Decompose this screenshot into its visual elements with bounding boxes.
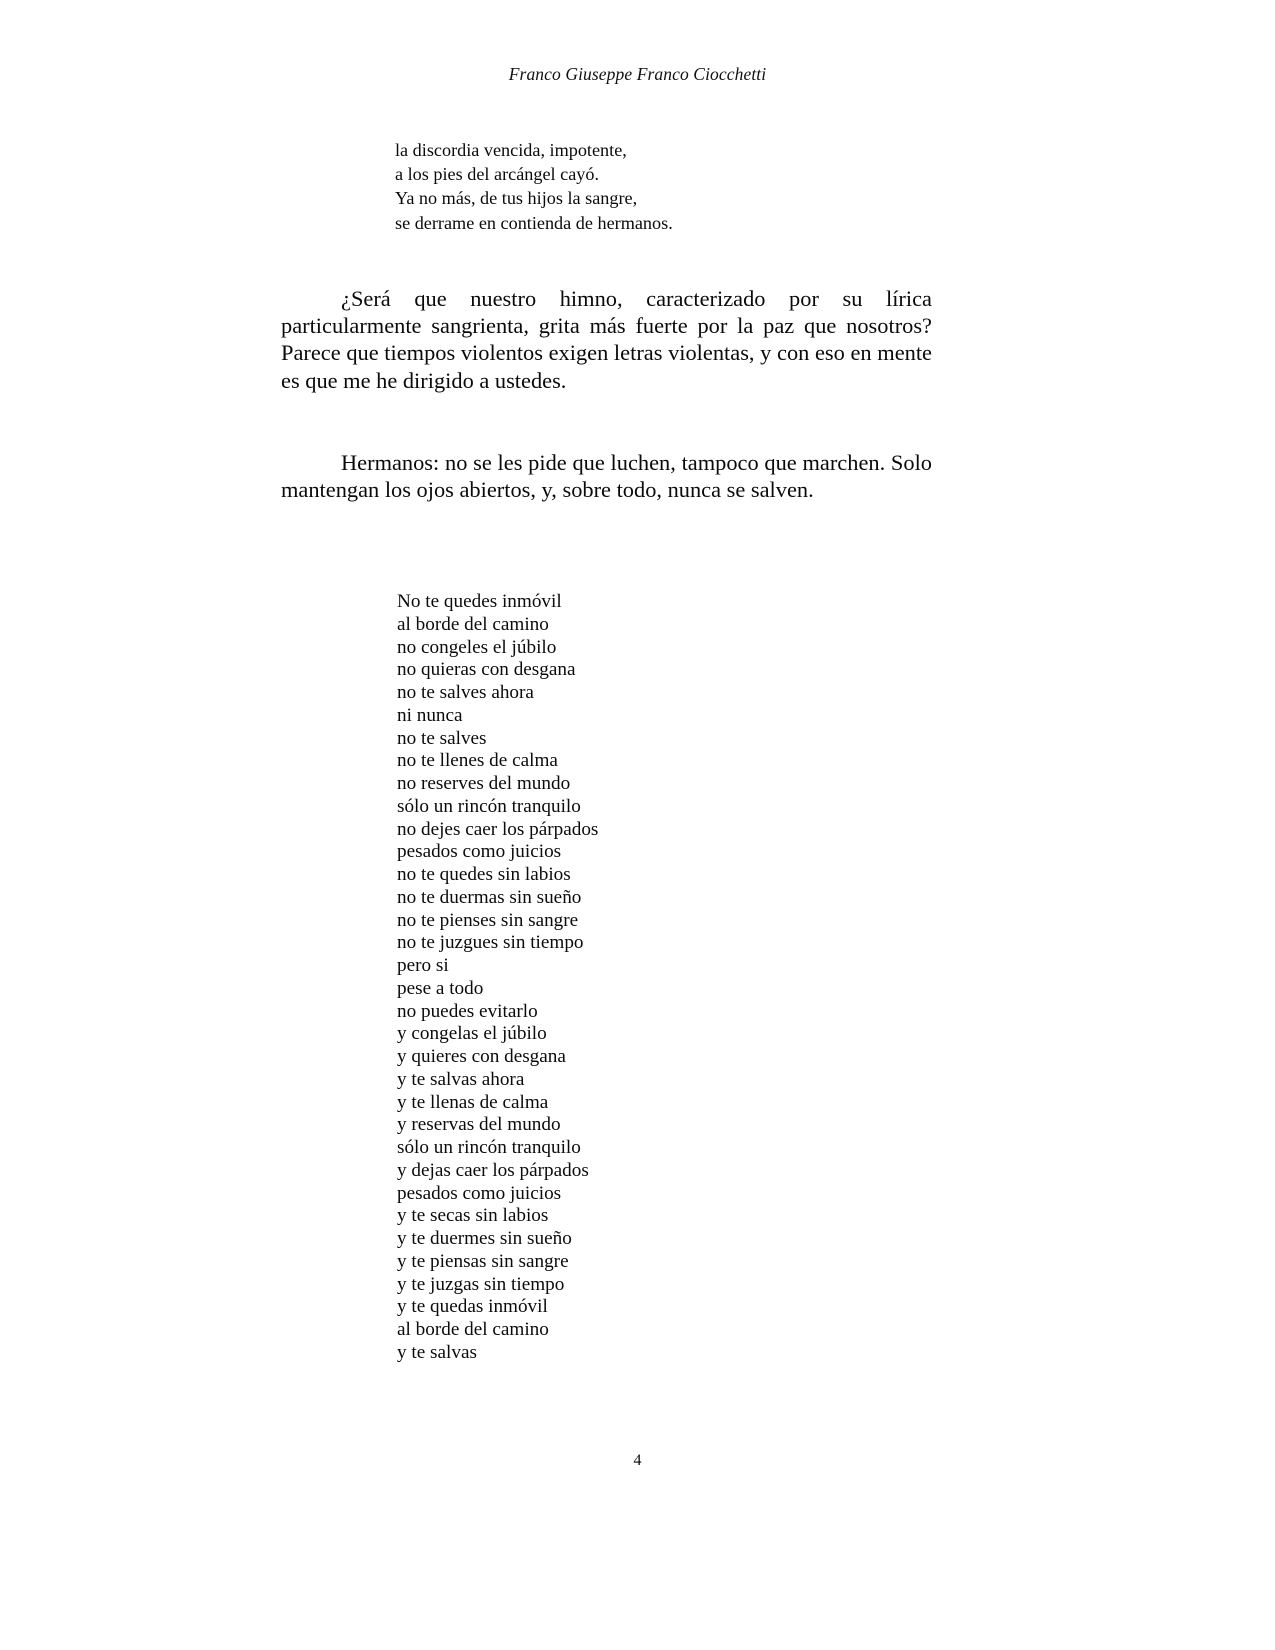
poem-line: y te llenas de calma xyxy=(397,1091,549,1113)
poem-line: no te salves ahora xyxy=(397,682,534,703)
poem-line: al borde del camino xyxy=(397,613,549,635)
poem-line: pero si xyxy=(397,955,449,976)
poem-line: no congeles el júbilo xyxy=(397,636,557,658)
poem-line: no te salves xyxy=(397,727,487,749)
poem-line: no quieras con desgana xyxy=(397,659,576,681)
body-paragraph-2: Hermanos: no se les pide que luchen, tampoco que marchen. Solo mantengan los ojos abiertos, y, sobre todo, nunca se salven. xyxy=(281,450,932,503)
poem-line: no puedes evitarlo xyxy=(397,1000,538,1022)
verse-line: a los pies del arcángel cayó. xyxy=(395,164,600,185)
poem-line: y reservas del mundo xyxy=(397,1114,561,1136)
poem-line: no te duermas sin sueño xyxy=(397,886,582,908)
poem-line: y te salvas ahora xyxy=(397,1068,525,1090)
verse-line: la discordia vencida, impotente, xyxy=(395,140,627,160)
poem-line: y te duermes sin sueño xyxy=(397,1228,572,1249)
poem-line: no te quedes sin labios xyxy=(397,864,571,885)
poem-line: pesados como juicios xyxy=(397,1182,562,1204)
page-number: 4 xyxy=(633,1452,642,1469)
poem-line: no te juzgues sin tiempo xyxy=(397,932,584,954)
poem-line: No te quedes inmóvil xyxy=(397,591,562,612)
poem-line: y congelas el júbilo xyxy=(397,1023,547,1045)
verse-line: Ya no más, de tus hijos la sangre, xyxy=(395,188,638,209)
poem-block xyxy=(397,591,917,1365)
body-paragraph-1: ¿Será que nuestro himno, caracterizado por su lírica particularmente sangrienta, grita más fuerte por la paz que nosotros? Parece que tiempos violentos exigen letras violentas, y con eso en mente es que me he dirigido a ustedes. xyxy=(281,286,932,393)
poem-line: ni nunca xyxy=(397,704,463,726)
verse-block-top xyxy=(395,138,915,235)
poem-line: al borde del camino xyxy=(397,1319,549,1340)
poem-line: no te pienses sin sangre xyxy=(397,909,579,931)
poem-line: y te quedas inmóvil xyxy=(397,1296,548,1318)
poem-line: y quieres con desgana xyxy=(397,1046,566,1067)
running-header: Franco Giuseppe Franco Ciocchetti xyxy=(508,64,767,84)
poem-line: no dejes caer los párpados xyxy=(397,818,599,840)
poem-line: y te secas sin labios xyxy=(397,1205,549,1227)
poem-line: sólo un rincón tranquilo xyxy=(397,795,581,817)
verse-line: se derrame en contienda de hermanos. xyxy=(395,212,673,233)
poem-line: pesados como juicios xyxy=(397,841,562,863)
poem-line: sólo un rincón tranquilo xyxy=(397,1137,581,1158)
poem-line: y te piensas sin sangre xyxy=(397,1250,569,1272)
poem-line: pese a todo xyxy=(397,977,484,999)
poem-line: no te llenes de calma xyxy=(397,750,558,772)
poem-line: y te juzgas sin tiempo xyxy=(397,1273,565,1295)
poem-line: y dejas caer los párpados xyxy=(397,1159,589,1181)
poem-line: no reserves del mundo xyxy=(397,773,571,794)
poem-line: y te salvas xyxy=(397,1341,477,1363)
